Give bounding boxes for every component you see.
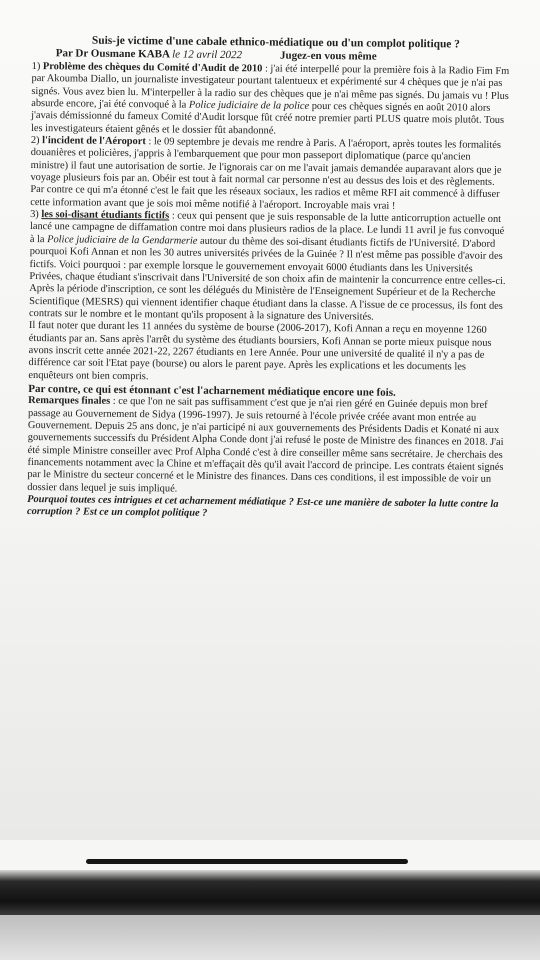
closing-question: Pourquoi toutes ces intrigues et cet acharnement médiatique ? Est-ce une manière de saboter la lutte contre la corruption ? Est ce un complot politique ? [26,494,499,520]
emphasis-statement: Par contre, ce qui est étonnant c'est l'acharnement médiatique encore une fois. [28,382,396,399]
section-text: autour du thème des soi-disant étudiants fictifs de l'Université. D'abord pourquoi Kofi Annan et non les 30 autres universités privées de la Guinée ? Il n'est même pas possible d'avoir des fictifs. Voici pourquoi : par exemple lorsque le gouvernement envoyait 6000 étudiants dans les Universités Privées, chaque étudiant s'inscrivait dans l'Université de son choix afin de maintenir la concurrence entre celles-ci. Après la période d'inscription, ce sont les délégués du Ministère de l'Enseignement Supérieur et de la Recherche Scientifique (MESRS) qui viennent identifier chaque étudiant dans la classe. A l'issue de ce processus, ils font des contrats sur le nombre et le montant qu'ils proposent à la signature des Universités. [29,235,506,323]
background-dark-band [0,870,540,915]
section-heading: Problème des chèques du Comité d'Audit de 2010 [42,61,263,75]
section-students-followup: Il faut noter que durant les 11 années du système de bourse (2006-2017), Kofi Annan a reçu en moyenne 1260 étudiants par an. Sans après l'arrêt du système des étudiants boursiers, Kofi Annan se porte mieux puisque nous avons inscrit cette année 2021-22, 2267 étudiants en 1ere Année. Pour une université de qualité il n'y a pas de différence car soit l'Etat paye (bourse) ou alors le parent paye. Après les explications et les documents les enquêteurs ont bien compris. [28,320,492,382]
section-text: : ce que l'on ne sait pas suffisamment c'est que je n'ai rien géré en Guinée depuis mon bref passage au Gouvernement de Sidya (1996-1997). Je suis retourné à l'école privée créée avant mon entrée au Gouvernement. Depuis 25 ans donc, je n'ai participé ni aux gouvernements des Présidents Dadis et Konaté ni aux gouvernements successifs du Président Alpha Conde dont j'ai refusé le poste de Ministre des finances en 2018. J'ai été simple Ministre conseiller avec Prof Alpha Condé c'est à dire conseiller même sans secrétaire. Je cherchais des financements notamment avec la Chine et m'effaçait dès qu'il avait l'accord de principe. Les contrats étaient signés par le Ministre du secteur concerné et le Ministre des finances. Dans ces conditions, il est impossible de voir un dossier dans lequel je suis impliqué. [27,396,504,495]
section-number: 2) [30,135,40,147]
section-text: : le 09 septembre je devais me rendre à Paris. A l'aéroport, après toutes les formalités douanières et policières, j'appris à l'embarquement que pour mon passeport diplomatique (parce qu'ancien ministre) il faut une autorisation de sortie. Je l'ignorais car on me l'avait jamais demandée auparavant alors que je voyage plusieurs fois par an. Obéir est tout à fait normal car personne n'est au dessus des lois et des règlements. Par contre ce qui m'a étonné c'est le fait que les réseaux sociaux, les radios et même RFI ait commencé à diffuser cette information avant que je sois moi même notifié à l'aéroport. Incroyable mais vrai ! [30,136,502,212]
judge-yourself-note: Jugez-en vous même [280,49,377,63]
section-text: : j'ai été interpellé pour la première fois à la Radio Fim Fm par Akoumba Diallo, un journaliste investigateur pourtant talentueux et expérimenté sur 4 chèques que je n'ai pas signés. Vous avez bien lu. M'interpeller à la radio sur des chèques que je n'ai même pas signés. Du jamais vu ! Plus absurde encore, j'ai été convoqué à la [31,63,510,111]
letter-title: Suis-je victime d'une cabale ethnico-médiatique ou d'un complot politique ? [91,34,460,51]
section-cheques [31,61,510,140]
section-text: : ceux qui pensent que je suis responsable de la lutte anticorruption actuelle ont lancé une campagne de diffamation contre moi dans plusieurs radios de la place. Le lundi 11 avril je fus convoqué à la [29,210,505,245]
section-airport [30,135,509,214]
section-number: 1) [31,60,41,73]
letter-date: le 12 avril 2022 [172,48,243,62]
section-heading: l'incident de l'Aéroport [42,135,146,148]
section-heading: Remarques finales [28,395,111,408]
letter-body [27,34,510,524]
section-italic-text: Police judiciaire de la Gendarmerie [47,233,198,247]
section-students [29,209,508,325]
section-heading: les soi-disant étudiants fictifs [41,209,170,222]
author-name: Par Dr Ousmane KABA [55,47,170,61]
section-remarks [27,395,506,499]
section-number: 3) [30,209,39,221]
section-italic-text: Police judiciaire de la police [188,99,310,112]
section-text: pour ces chèques signés en août 2010 alors j'avais démissionné du fameux Comité d'Audit lorsque fût créé notre premier parti PLUS quatre mois plutôt. Tous les investigateurs étaient gênés et le dossier fût abandonné. [30,100,505,137]
background-floor [0,915,540,960]
edge-shadow-bar [86,859,408,864]
